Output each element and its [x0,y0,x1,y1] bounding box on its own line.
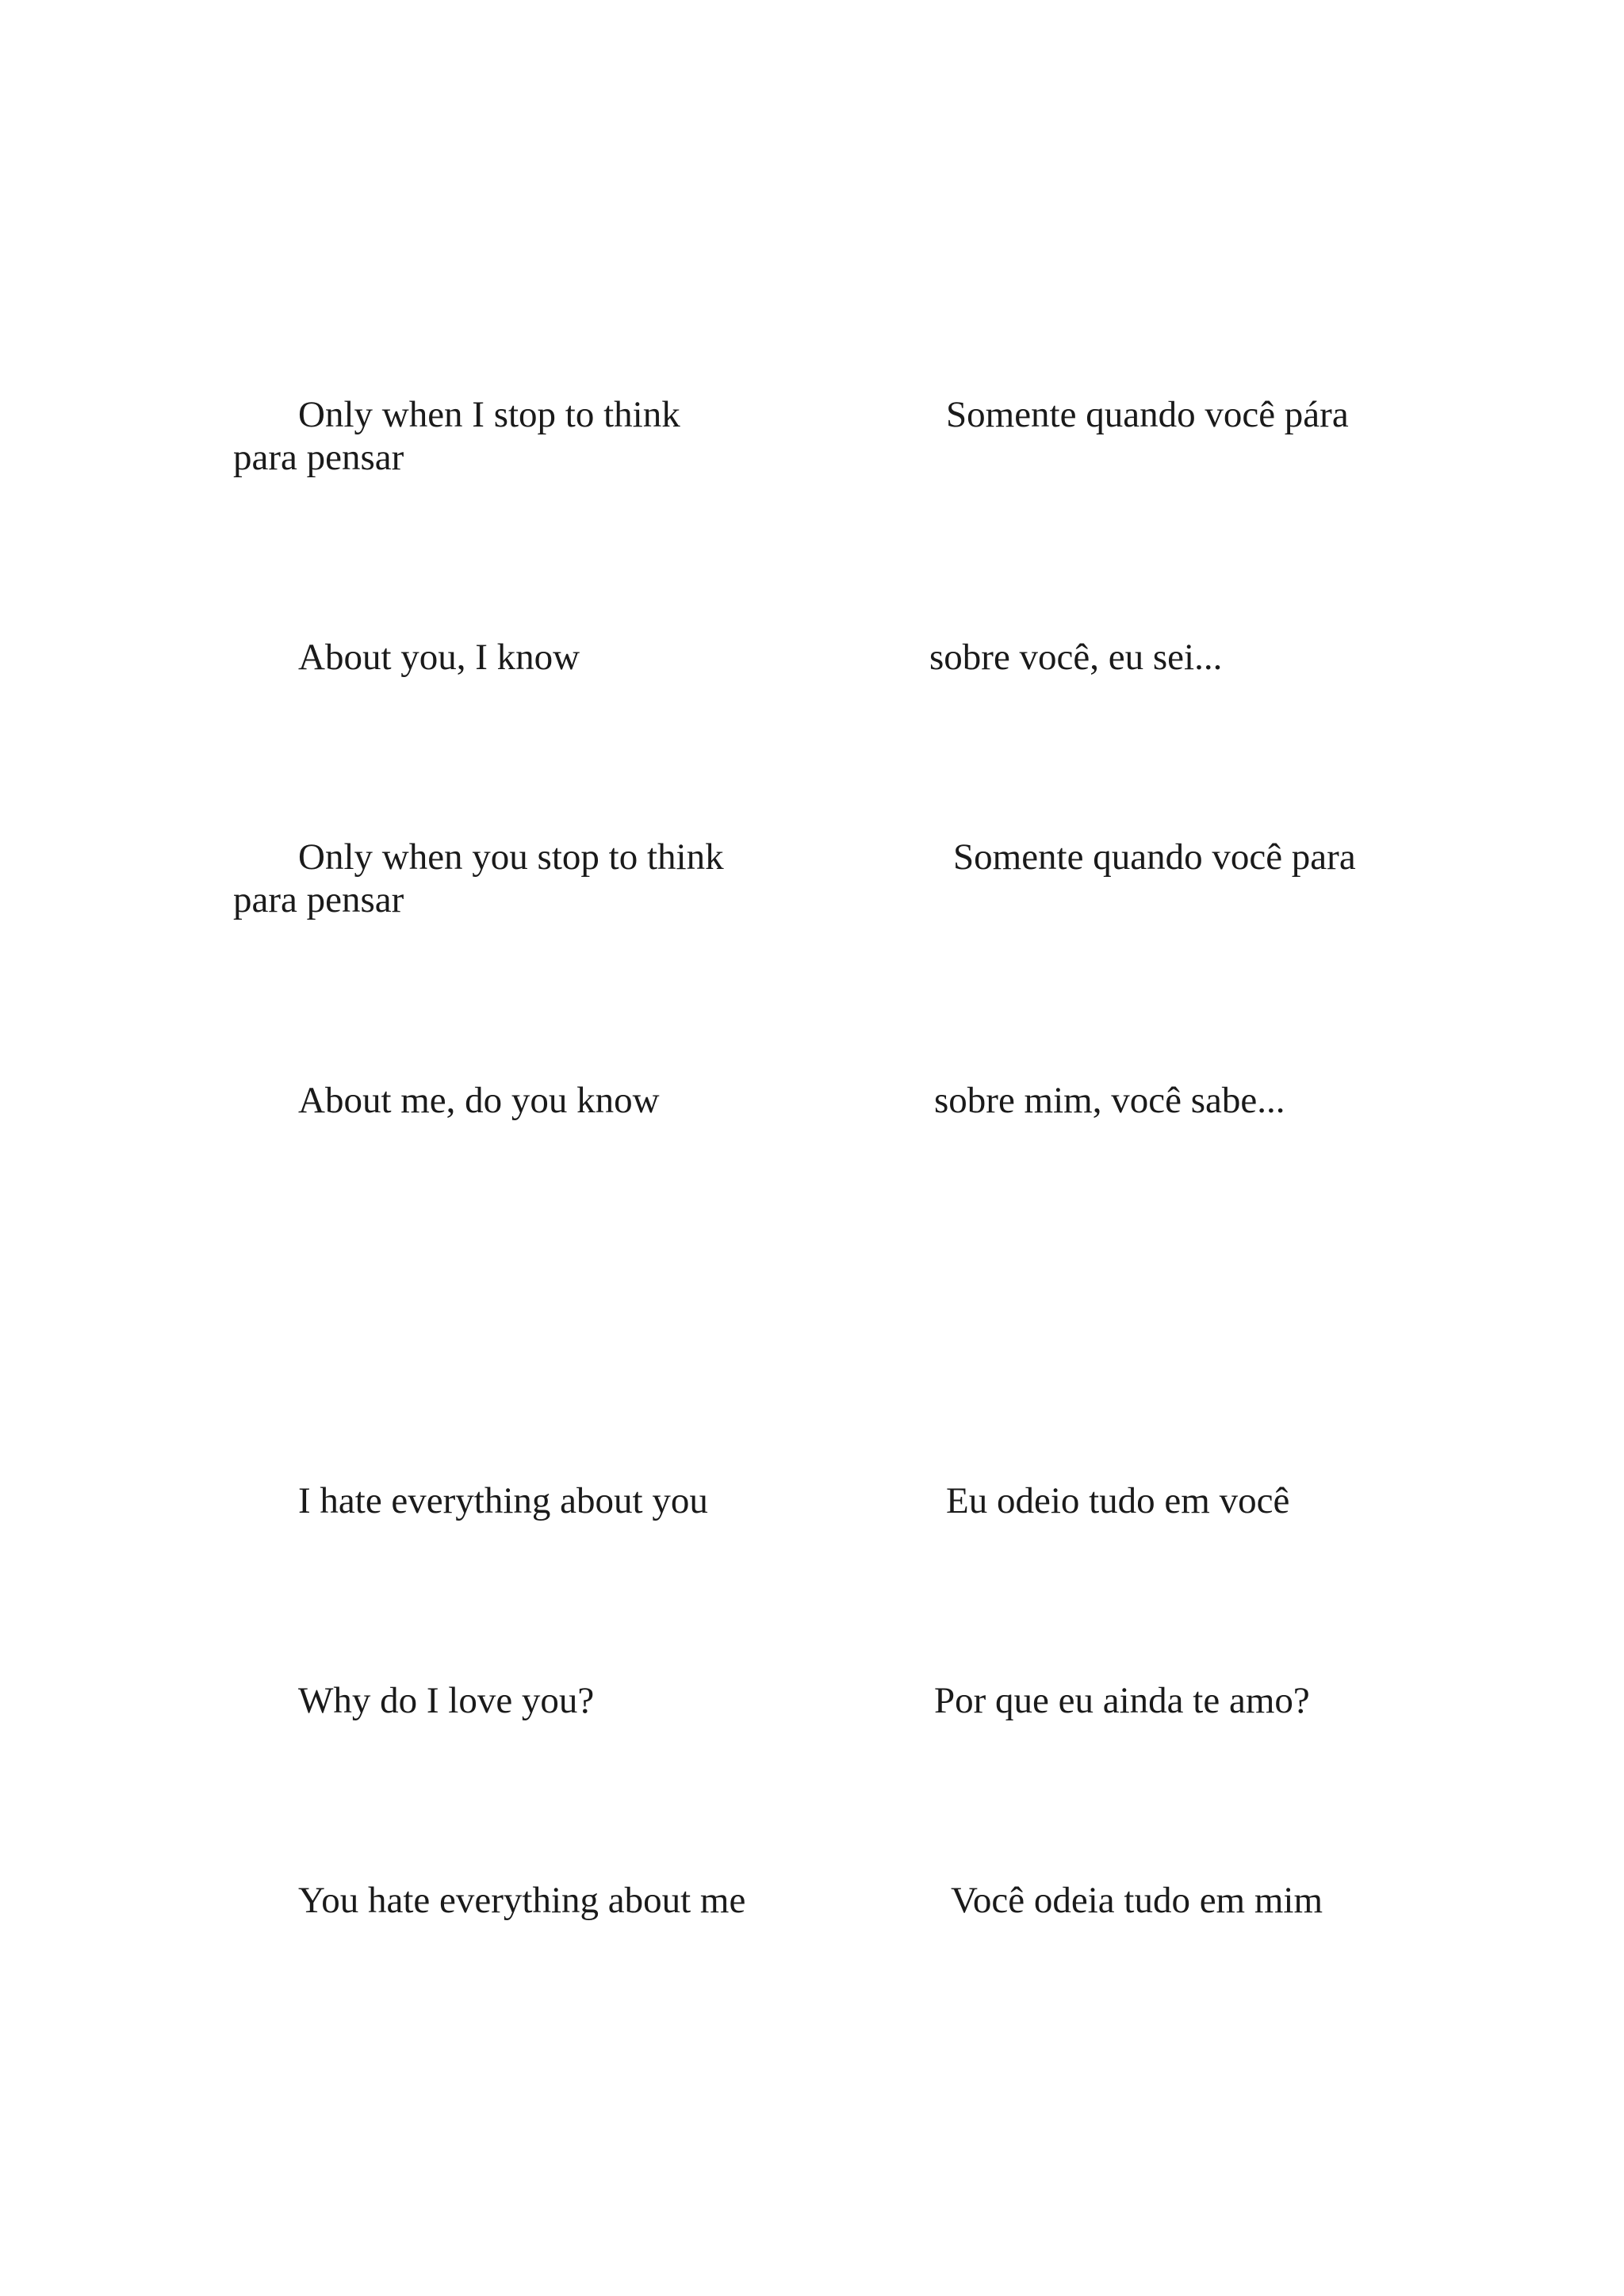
portuguese-line-2: sobre você, eu sei... [929,637,1223,678]
continuation-line-3: para pensar [233,879,404,920]
english-line-2: About you, I know [298,637,580,678]
english-line-5: I hate everything about you [298,1480,708,1521]
portuguese-line-7: Você odeia tudo em mim [951,1880,1323,1921]
portuguese-line-5: Eu odeio tudo em você [946,1480,1290,1521]
portuguese-line-6: Por que eu ainda te amo? [934,1680,1310,1721]
english-line-7: You hate everything about me [298,1880,746,1921]
english-line-4: About me, do you know [298,1080,660,1121]
english-line-6: Why do I love you? [298,1680,595,1721]
portuguese-line-1: Somente quando você pára [946,394,1349,435]
portuguese-line-4: sobre mim, você sabe... [934,1080,1285,1121]
continuation-line-1: para pensar [233,437,404,478]
portuguese-line-3: Somente quando você para [953,836,1356,878]
english-line-3: Only when you stop to think [298,836,724,878]
english-line-1: Only when I stop to think [298,394,680,435]
